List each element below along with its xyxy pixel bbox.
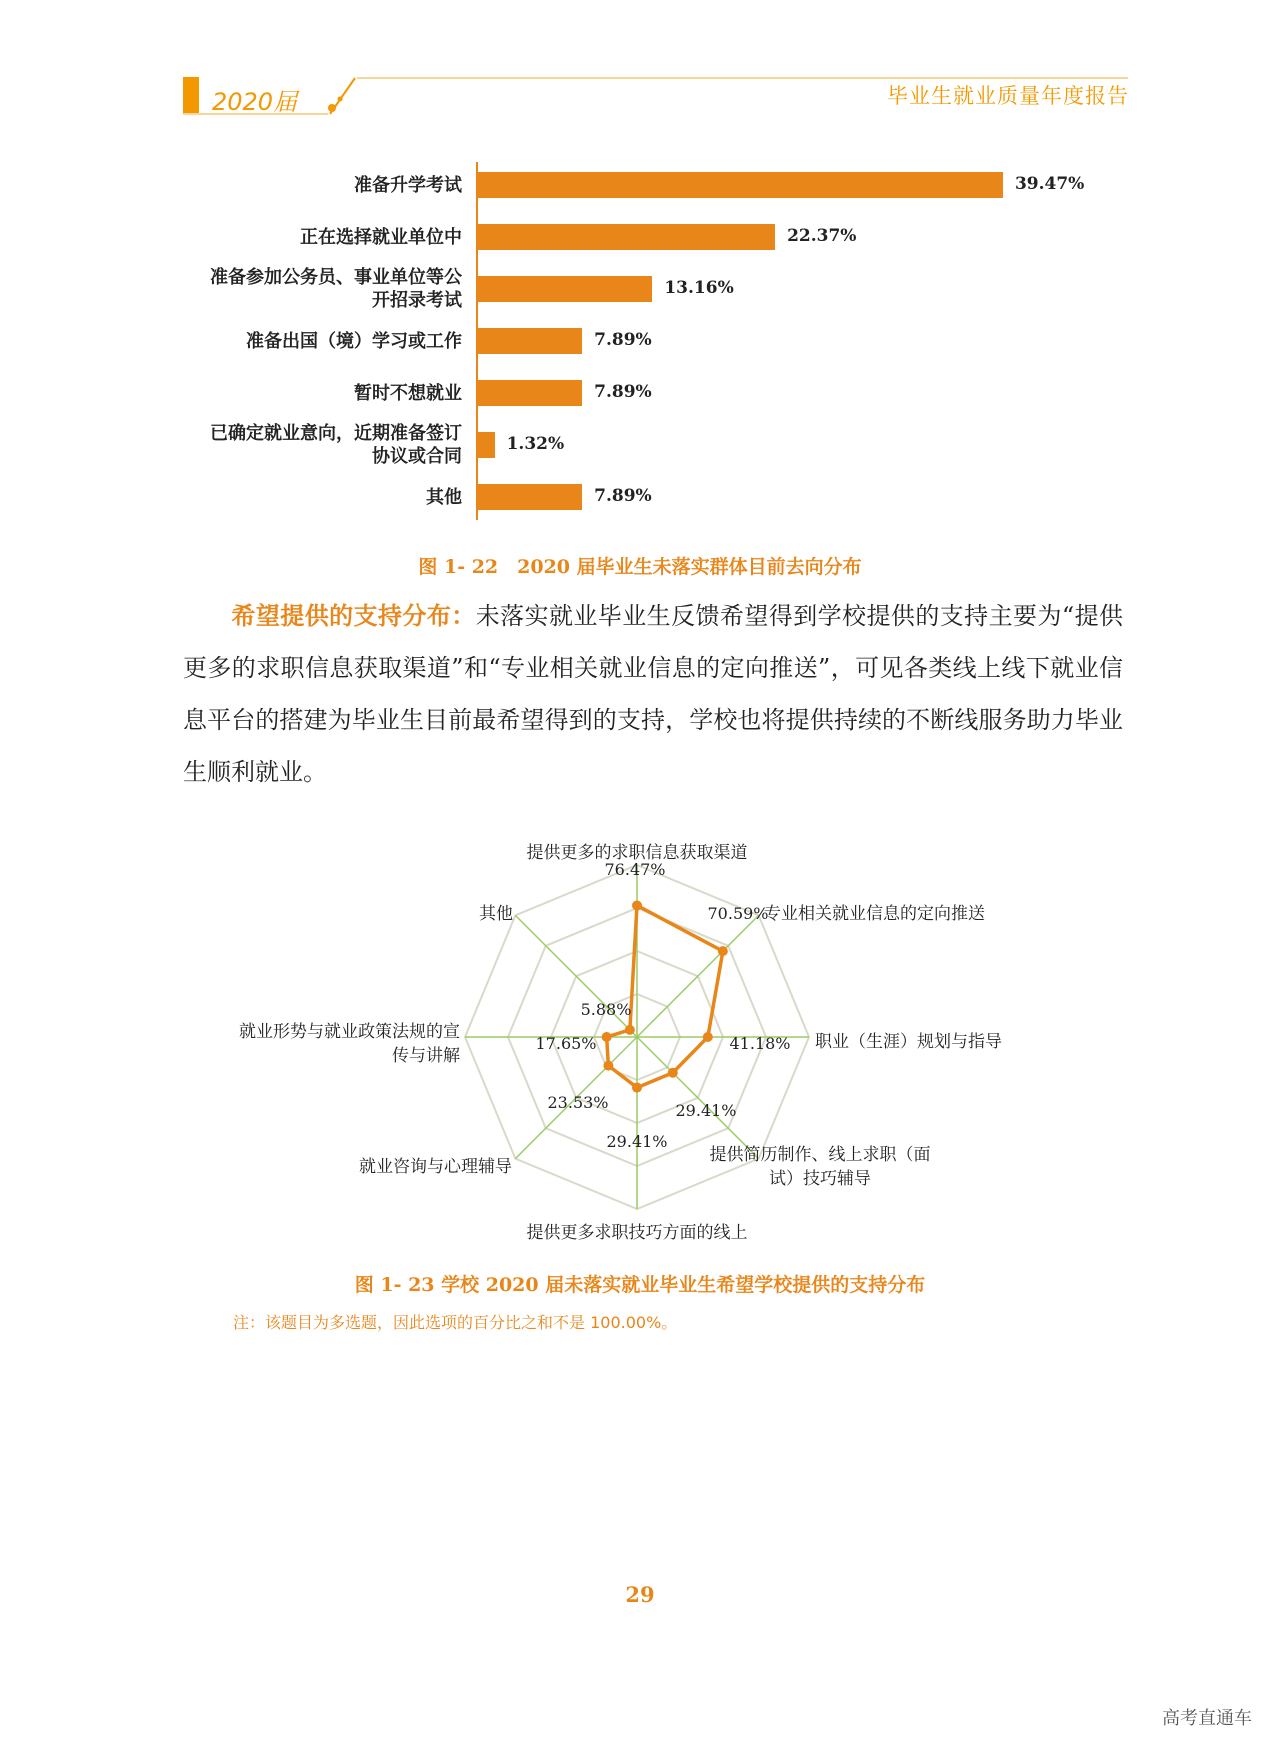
radar-value-label — [675, 1101, 736, 1120]
radar-value-label-line: 29.41% — [675, 1101, 737, 1120]
bar-category-label-line: 准备出国（境）学习或工作 — [246, 330, 462, 352]
radar-category-label — [815, 1030, 1002, 1054]
radar-category-label-line: 提供更多的求职信息获取渠道 — [526, 843, 748, 863]
page-number: 29 — [625, 1582, 655, 1607]
radar-category-label-line: 提供更多求职技巧方面的线上 — [526, 1223, 748, 1243]
radar-category-label-line: 就业咨询与心理辅导 — [359, 1157, 512, 1177]
radar-category-label — [359, 1155, 512, 1179]
radar-category-label — [764, 902, 985, 926]
radar-point — [703, 1032, 713, 1042]
bar-value-label: 7.89% — [594, 330, 652, 350]
radar-value-label-line: 70.59% — [707, 904, 769, 923]
radar-category-label-line: 试）技巧辅导 — [769, 1169, 871, 1189]
bar-value-label: 7.89% — [594, 486, 652, 506]
bar-category-label-line: 其他 — [426, 486, 462, 508]
radar-value-label — [729, 1034, 790, 1053]
radar-category-label — [239, 1020, 460, 1068]
bar-category-label-line: 正在选择就业单位中 — [300, 226, 462, 248]
radar-category-label — [479, 902, 513, 926]
radar-value-label-line: 41.18% — [729, 1034, 791, 1053]
radar-point — [668, 1068, 678, 1078]
bar-value-label: 1.32% — [506, 434, 565, 454]
radar-value-label — [604, 860, 665, 879]
bar-value-label: 13.16% — [664, 278, 734, 298]
bar-value-label: 22.37% — [787, 226, 857, 246]
bar-category-label-line: 已确定就业意向，近期准备签订 — [210, 423, 462, 444]
radar-category-label-line: 提供简历制作、线上求职（面 — [709, 1145, 931, 1165]
radar-category-label-line: 职业（生涯）规划与指导 — [815, 1032, 1002, 1052]
radar-point — [625, 1025, 635, 1035]
bar-category-label-line: 开招录考试 — [372, 290, 462, 311]
radar-value-label — [547, 1093, 608, 1112]
bar-category-label-line: 准备升学考试 — [354, 174, 462, 196]
radar-value-label — [535, 1034, 596, 1053]
radar-value-label-line: 17.65% — [535, 1034, 597, 1053]
radar-category-label-line: 传与讲解 — [392, 1046, 460, 1066]
header-year: 2020届 — [212, 88, 298, 116]
figure-2-caption: 图 1- 23 学校 2020 届未落实就业毕业生希望学校提供的支持分布 — [354, 1274, 926, 1296]
radar-value-label-line: 29.41% — [606, 1132, 668, 1151]
radar-category-label-line: 其他 — [479, 904, 513, 924]
radar-value-label-line: 23.53% — [547, 1093, 609, 1112]
bar-category-label-line: 协议或合同 — [372, 446, 462, 467]
radar-point — [602, 1032, 612, 1042]
radar-value-label-line: 76.47% — [604, 860, 666, 879]
radar-category-label-line: 专业相关就业信息的定向推送 — [764, 904, 985, 924]
radar-value-label — [581, 1000, 632, 1019]
bar-category-label-line: 准备参加公务员、事业单位等公 — [210, 267, 462, 288]
radar-category-label-line: 就业形势与就业政策法规的宣 — [239, 1022, 460, 1042]
bar-value-label: 39.47% — [1014, 174, 1085, 194]
radar-value-label — [707, 904, 768, 923]
radar-value-label-line: 5.88% — [580, 1000, 632, 1019]
radar-value-label — [606, 1132, 667, 1151]
bar-category-label-line: 暂时不想就业 — [354, 382, 462, 404]
radar-category-label — [710, 1143, 931, 1191]
radar-point — [718, 946, 728, 956]
figure-1-caption: 图 1- 22 2020 届毕业生未落实群体目前去向分布 — [418, 556, 862, 578]
figure-2-note: 注：该题目为多选题，因此选项的百分比之和不是 100.00%。 — [233, 1313, 678, 1332]
header-report-title: 毕业生就业质量年度报告 — [887, 84, 1129, 108]
paragraph-text: 未落实就业毕业生反馈希望得到学校提供的支持主要为“提供更多的求职信息获取渠道”和“专业相关就业信息的定向推送”，可见各类线上线下就业信息平台的搭建为毕业生目前最希望得到的支持，学校也将提供持续的不断线服务助力毕业生顺利就业。 — [183, 602, 1124, 786]
radar-point — [603, 1061, 613, 1071]
watermark: 高考直通车 — [1162, 1708, 1252, 1729]
radar-point — [632, 900, 642, 910]
paragraph-lead: 希望提供的支持分布： — [231, 601, 476, 630]
radar-category-label — [527, 1221, 748, 1245]
radar-point — [632, 1083, 642, 1093]
bar-value-label: 7.89% — [594, 382, 652, 402]
